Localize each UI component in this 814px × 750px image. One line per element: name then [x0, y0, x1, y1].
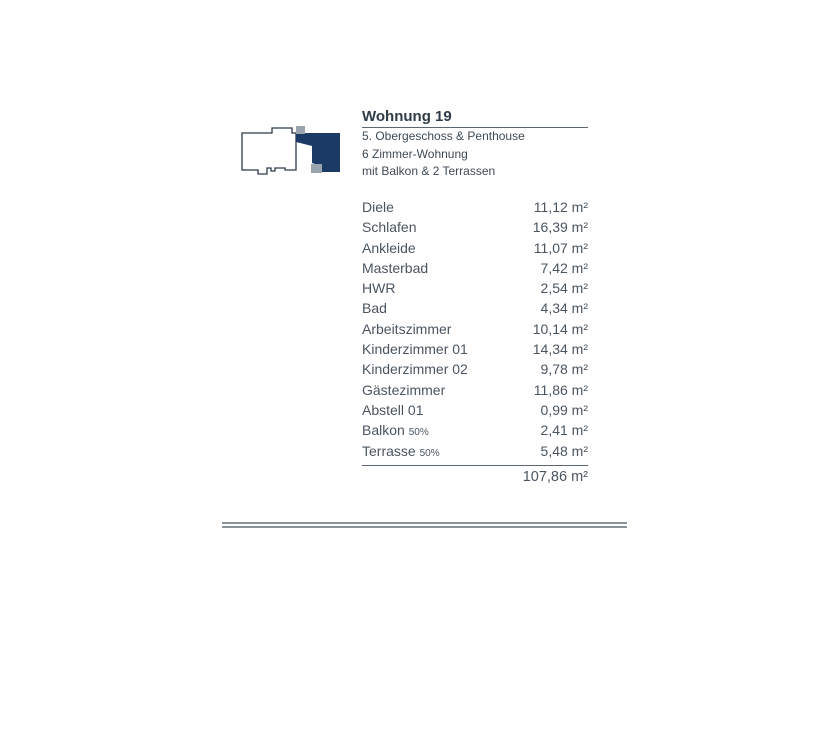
stair-core-marker — [296, 126, 305, 134]
room-label: Gästezimmer — [362, 381, 446, 398]
room-row — [362, 258, 588, 278]
room-name — [362, 258, 428, 278]
room-area: 16,39 m² — [532, 219, 588, 236]
room-area-list — [362, 197, 588, 488]
room-name — [362, 380, 445, 400]
room-row — [362, 339, 588, 359]
room-name — [362, 278, 395, 298]
room-row — [362, 319, 588, 339]
room-area: 2,41 m² — [540, 422, 588, 439]
room-area: 10,14 m² — [532, 320, 588, 337]
room-row — [362, 420, 588, 440]
room-name — [362, 197, 394, 217]
room-row — [362, 197, 588, 217]
room-label: Schlafen — [362, 219, 417, 236]
room-name — [362, 339, 468, 359]
unit-rooms: 6 Zimmer-Wohnung — [362, 146, 468, 161]
room-name — [362, 359, 468, 379]
room-label: HWR — [362, 280, 396, 297]
room-area: 5,48 m² — [540, 442, 588, 459]
room-area: 9,78 m² — [540, 361, 588, 378]
room-row — [362, 400, 588, 420]
room-share-note: 50% — [408, 427, 429, 439]
room-area: 7,42 m² — [540, 259, 588, 276]
room-area: 0,99 m² — [540, 401, 588, 418]
room-row — [362, 217, 588, 237]
room-label: Ankleide — [362, 239, 416, 256]
room-name — [362, 319, 451, 339]
room-area: 11,86 m² — [533, 381, 588, 398]
room-label: Abstell 01 — [362, 401, 424, 418]
room-area: 11,07 m² — [533, 239, 588, 256]
room-row — [362, 238, 588, 258]
room-label: Diele — [362, 199, 394, 215]
room-name — [362, 217, 416, 237]
room-name — [362, 420, 429, 440]
room-row — [362, 298, 588, 318]
room-area: 2,54 m² — [540, 280, 588, 297]
room-label: Arbeitszimmer — [362, 320, 452, 337]
room-name — [362, 298, 387, 318]
room-label: Bad — [362, 300, 387, 317]
unit-title: Wohnung 19 — [362, 108, 588, 128]
room-label: Masterbad — [362, 259, 429, 276]
terrace-marker — [311, 164, 322, 173]
unit-header — [362, 108, 588, 181]
room-name — [362, 238, 416, 258]
room-label: Terrasse — [362, 442, 416, 459]
room-row — [362, 278, 588, 298]
unit-floor: 5. Obergeschoss & Penthouse — [362, 129, 525, 143]
divider-line — [222, 526, 627, 528]
room-name — [362, 400, 423, 420]
room-label: Kinderzimmer 02 — [362, 361, 468, 378]
room-label: Kinderzimmer 01 — [362, 341, 468, 358]
room-area: 4,34 m² — [540, 300, 588, 317]
unit-features: mit Balkon & 2 Terrassen — [362, 164, 496, 178]
floorplan-thumbnail — [240, 126, 344, 176]
room-area: 11,12 m² — [533, 199, 588, 215]
room-name — [362, 441, 440, 461]
room-row — [362, 441, 588, 461]
room-share-note: 50% — [419, 447, 440, 459]
room-row — [362, 359, 588, 379]
divider-line — [222, 522, 627, 524]
floorplan-outline — [242, 128, 296, 174]
room-row — [362, 380, 588, 400]
total-area: 107,86 m² — [522, 468, 588, 485]
section-divider — [222, 522, 627, 530]
room-label: Balkon — [362, 422, 405, 439]
room-area: 14,34 m² — [532, 341, 588, 358]
